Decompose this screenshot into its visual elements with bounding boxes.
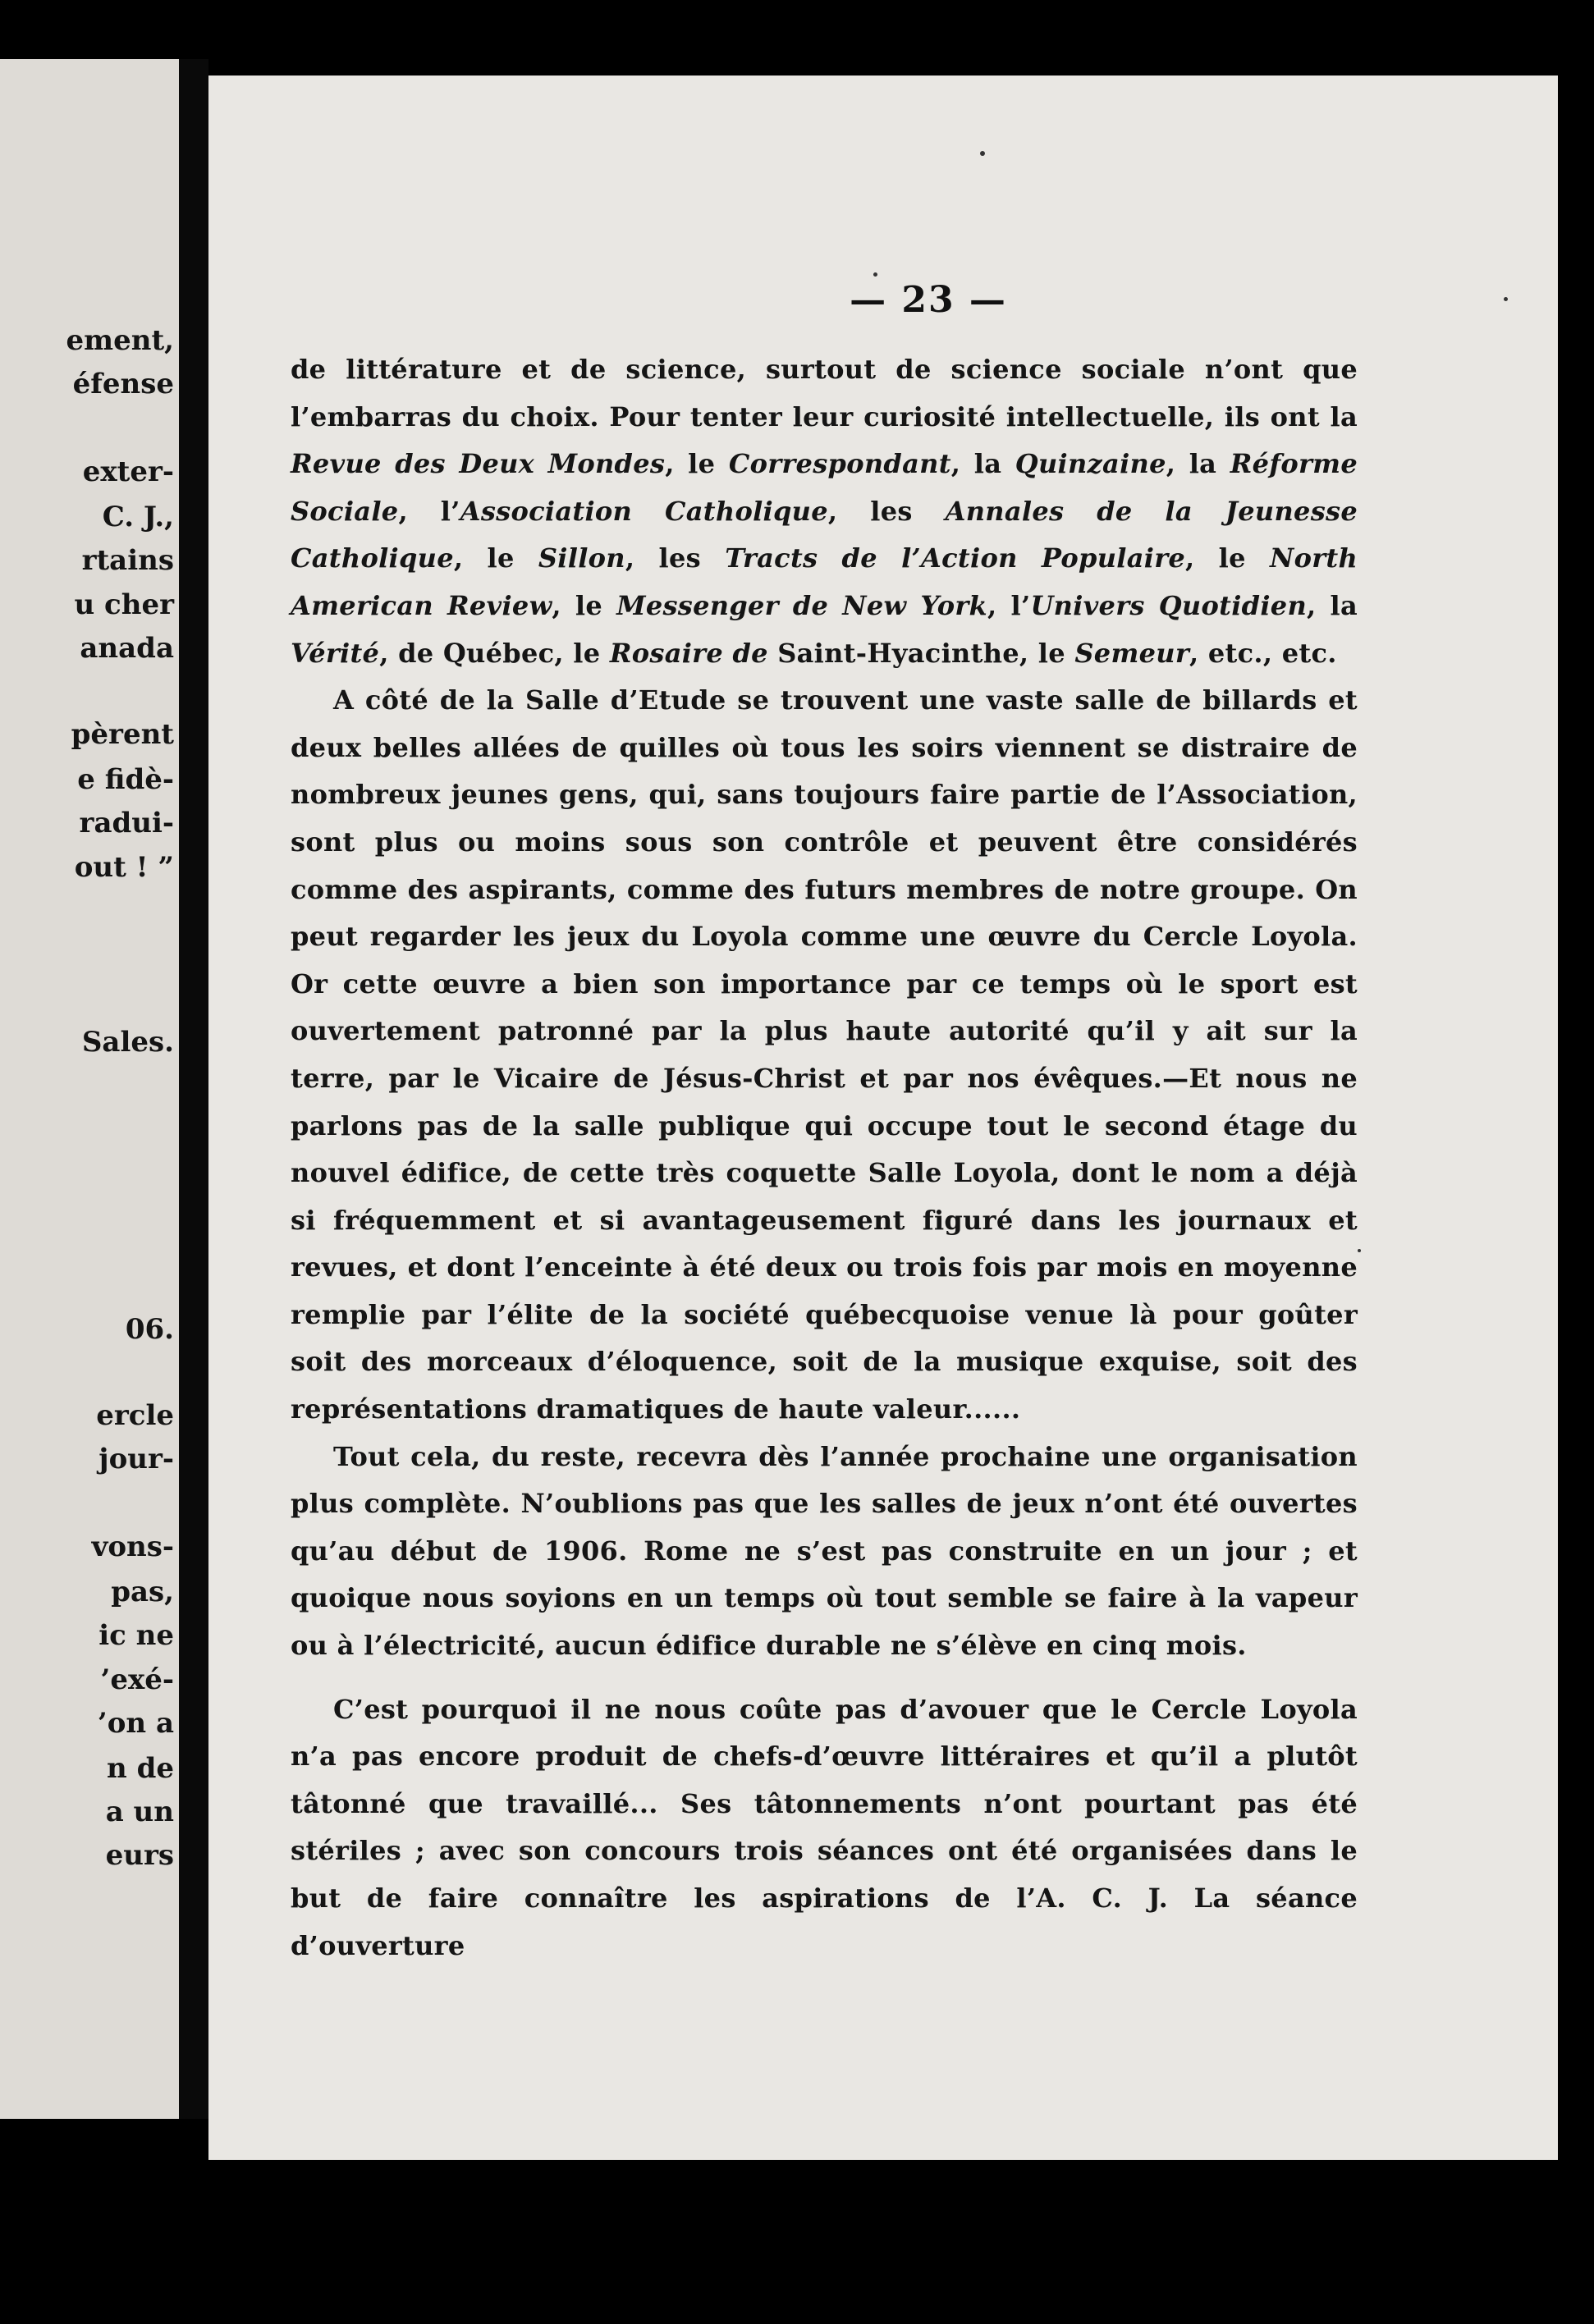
- text-run: , etc., etc.: [1189, 637, 1337, 669]
- left-page-line: ’on a: [97, 1707, 174, 1740]
- text-run: de littérature et de science, surtout de science sociale n’ont que l’embarras du choix. Pour tenter leur curiosité intellectuelle, ils ont la: [291, 354, 1358, 432]
- left-page-line: vons-: [91, 1530, 174, 1563]
- text-run: Saint-Hyacinthe, le: [767, 637, 1075, 669]
- italic-title: North American Review: [291, 542, 1358, 621]
- italic-title: Univers Quotidien: [1030, 589, 1308, 621]
- italic-title: Sillon: [538, 542, 625, 574]
- page-number: — 23 —: [850, 279, 1007, 321]
- left-page-line: ement,: [66, 324, 174, 357]
- left-page-line: n de: [107, 1752, 174, 1785]
- left-page-line: ic ne: [98, 1619, 174, 1652]
- text-run: , l’: [398, 495, 460, 527]
- italic-title: Vérité: [291, 637, 380, 669]
- book-gutter: [179, 59, 208, 2119]
- italic-title: Correspondant: [728, 448, 951, 480]
- left-page-fragment: [0, 59, 179, 2119]
- left-page-line: jour-: [98, 1443, 174, 1475]
- text-run: , le: [1185, 542, 1271, 574]
- left-page-line: pèrent: [71, 718, 174, 751]
- paragraph: [291, 1686, 1358, 1970]
- left-page-line: radui-: [79, 807, 174, 839]
- italic-title: Réforme Sociale: [291, 448, 1358, 527]
- italic-title: Quinzaine: [1015, 448, 1166, 480]
- left-page-line: exter-: [82, 455, 174, 488]
- left-page-line: pas,: [111, 1576, 174, 1608]
- text-run: , les: [827, 495, 946, 527]
- text-run: , de Québec, le: [379, 637, 610, 669]
- left-page-line: Sales.: [81, 1026, 174, 1059]
- left-page-line: éfense: [72, 368, 174, 400]
- text-run: A côté de la Salle d’Etude se trouvent une vaste salle de billards et deux belles allées de quilles où tous les soirs viennent se distraire de nombreux jeunes gens, qui, sans toujours faire partie de l’Association, sont plus ou moins sous son contrôle et peuvent être considérés comme des aspirants, comme des futurs membres de notre groupe. On peut regarder les jeux du Loyola comme une œuvre du Cercle Loyola. Or cette œuvre a bien son importance par ce temps où le sport est ouvertement patronné par la plus haute autorité qu’il y ait sur la terre, par le Vicaire de Jésus-Christ et par nos évêques.—Et nous ne parlons pas de la salle publique qui occupe tout le second étage du nouvel édifice, de cette très coquette Salle Loyola, dont le nom a déjà si fréquemment et si avantageusement figuré dans les journaux et revues, et dont l’enceinte à été deux ou trois fois par mois en moyenne remplie par l’élite de la société québecquoise venue là pour goûter soit des morceaux d’éloquence, soit de la musique exquise, soit des représentations dramatiques de haute valeur......: [291, 684, 1358, 1425]
- italic-title: Revue des Deux Mondes: [291, 448, 666, 480]
- text-run: , le: [552, 589, 617, 621]
- paragraph: [291, 346, 1358, 677]
- main-page: [208, 75, 1558, 2160]
- italic-title: Annales de la Jeunesse Catholique: [291, 495, 1358, 574]
- text-run: , la: [1166, 448, 1230, 480]
- text-run: Tout cela, du reste, recevra dès l’année prochaine une organisation plus complète. N’oublions pas que les salles de jeux n’ont été ouvertes qu’au début de 1906. Rome ne s’est pas construite en un jour ; et quoique nous soyions en un temps où tout semble se faire à la vapeur ou à l’électricité, aucun édifice durable ne s’élève en cinq mois.: [291, 1440, 1358, 1662]
- text-run: , le: [453, 542, 538, 574]
- text-run: C’est pourquoi il ne nous coûte pas d’avouer que le Cercle Loyola n’a pas encore produit de chefs-d’œuvre littéraires et qu’il a plutôt tâtonné que travaillé... Ses tâtonnements n’ont pourtant pas été stériles ; avec son concours trois séances ont été organisées dans le but de faire connaître les aspirations de l’A. C. J. La séance d’ouverture: [291, 1693, 1358, 1961]
- text-run: , les: [625, 542, 726, 574]
- left-page-line: 06.: [125, 1313, 174, 1346]
- left-page-line: out ! ”: [74, 851, 174, 884]
- paragraph: [291, 1434, 1358, 1670]
- left-page-line: ’exé-: [100, 1663, 174, 1696]
- left-page-line: e fidè-: [77, 763, 174, 796]
- scan-speck: [980, 151, 985, 156]
- left-page-line: ercle: [96, 1399, 174, 1432]
- text-run: , la: [1307, 589, 1358, 621]
- italic-title: Semeur: [1074, 637, 1189, 669]
- left-page-line: rtains: [81, 544, 174, 577]
- italic-title: Messenger de New York: [616, 589, 988, 621]
- italic-title: Tracts de l’Action Populaire: [725, 542, 1186, 574]
- paragraph: [291, 677, 1358, 1434]
- left-page-line: eurs: [105, 1839, 174, 1872]
- italic-title: Association Catholique: [460, 495, 828, 527]
- left-page-line: a un: [105, 1796, 174, 1828]
- text-run: , le: [665, 448, 729, 480]
- body-text: [291, 346, 1358, 1969]
- text-run: , l’: [987, 589, 1031, 621]
- scan-speck: [873, 272, 877, 277]
- text-run: , la: [950, 448, 1015, 480]
- italic-title: Rosaire de: [609, 637, 768, 669]
- left-page-line: anada: [80, 632, 174, 665]
- left-page-line: C. J.,: [102, 501, 174, 533]
- scan-speck: [1358, 1249, 1361, 1252]
- left-page-line: u cher: [74, 588, 174, 621]
